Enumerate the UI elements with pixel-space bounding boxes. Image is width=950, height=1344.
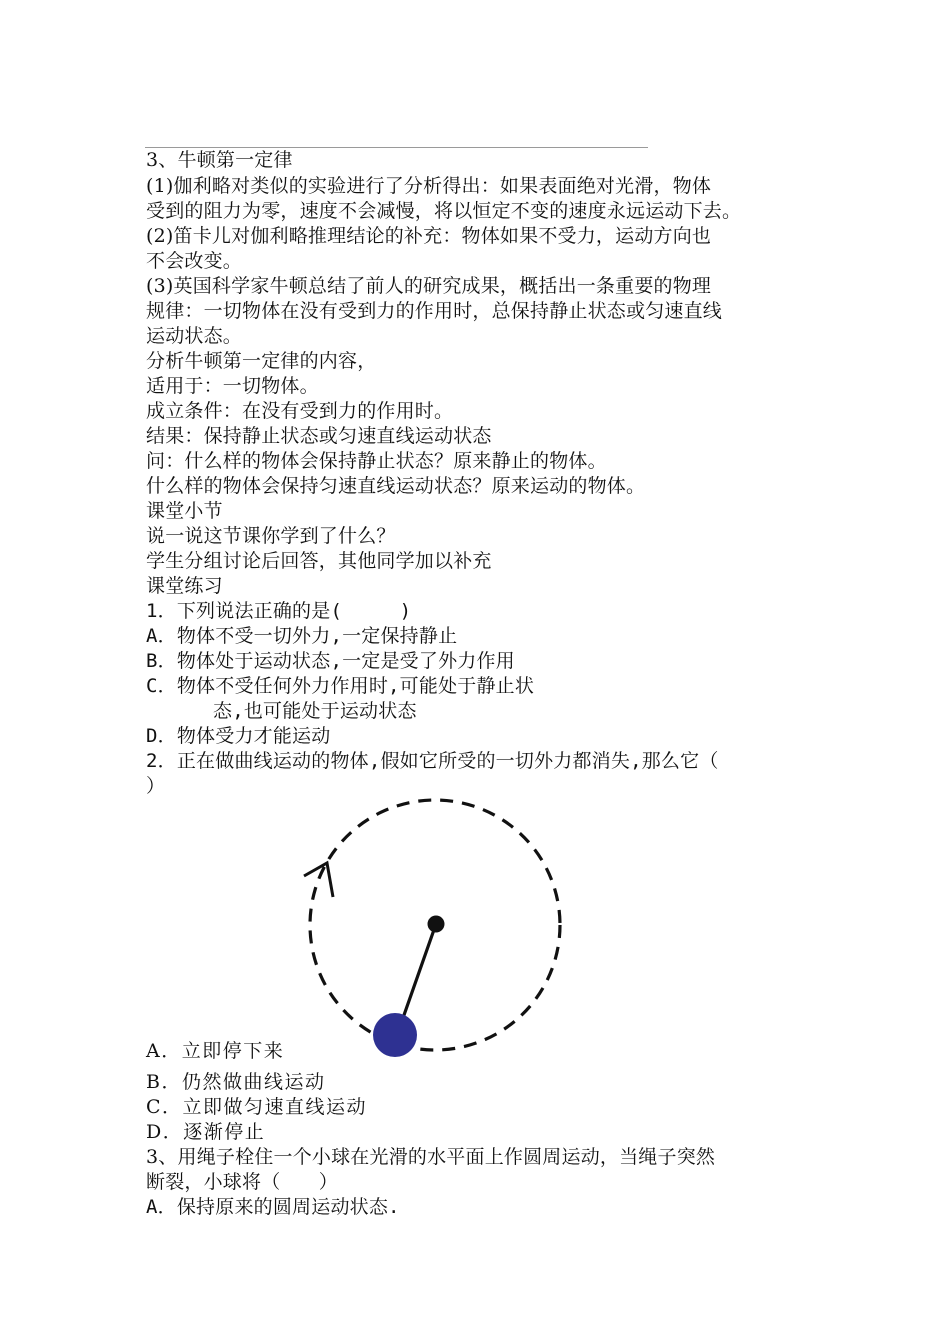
analysis-question-1: 问：什么样的物体会保持静止状态？原来静止的物体。 [146, 450, 607, 472]
question-3-option-a: A．保持原来的圆周运动状态. [146, 1196, 400, 1218]
question-1-option-d: D．物体受力才能运动 [146, 725, 331, 747]
analysis-scope: 适用于：一切物体。 [146, 375, 319, 397]
question-2-stem-line-1: 2．正在做曲线运动的物体,假如它所受的一切外力都消失,那么它（ [146, 750, 719, 772]
paragraph-2-line-2: 不会改变。 [146, 250, 243, 272]
circular-motion-figure [290, 785, 590, 1065]
question-1-option-a: A．物体不受一切外力,一定保持静止 [146, 625, 458, 647]
question-3-stem-line-2: 断裂，小球将（ ） [146, 1171, 339, 1193]
question-2-option-d: D．逐渐停止 [146, 1121, 266, 1143]
paragraph-3-line-2: 规律：一切物体在没有受到力的作用时，总保持静止状态或匀速直线 [146, 300, 723, 322]
question-1-option-c-line-1: C．物体不受任何外力作用时,可能处于静止状 [146, 675, 535, 697]
question-1-stem: 1．下列说法正确的是( ) [146, 600, 412, 622]
center-pivot-dot [428, 916, 445, 933]
analysis-result: 结果：保持静止状态或匀速直线运动状态 [146, 425, 492, 447]
question-2-option-c: C．立即做匀速直线运动 [146, 1096, 368, 1118]
question-1-option-c-line-2: 态,也可能处于运动状态 [213, 700, 417, 722]
analysis-intro: 分析牛顿第一定律的内容， [146, 350, 377, 372]
paragraph-2-line-1: (2)笛卡儿对伽利略推理结论的补充：物体如果不受力，运动方向也 [146, 225, 712, 247]
ball [373, 1013, 417, 1057]
section-heading: 3、牛顿第一定律 [146, 149, 293, 171]
paragraph-1-line-1: (1)伽利略对类似的实验进行了分析得出：如果表面绝对光滑，物体 [146, 175, 712, 197]
summary-answer: 学生分组讨论后回答，其他同学加以补充 [146, 550, 492, 572]
question-2-option-a: A．立即停下来 [146, 1040, 285, 1062]
analysis-condition: 成立条件：在没有受到力的作用时。 [146, 400, 454, 422]
question-2-option-b: B．仍然做曲线运动 [146, 1071, 326, 1093]
paragraph-3-line-3: 运动状态。 [146, 325, 243, 347]
analysis-question-2: 什么样的物体会保持匀速直线运动状态？原来运动的物体。 [146, 475, 646, 497]
direction-arrow-icon [304, 863, 333, 897]
exercises-title: 课堂练习 [146, 575, 223, 597]
paragraph-3-line-1: (3)英国科学家牛顿总结了前人的研究成果，概括出一条重要的物理 [146, 275, 712, 297]
summary-title: 课堂小节 [146, 500, 223, 522]
question-2-stem-line-2: ） [146, 775, 166, 797]
question-1-option-b: B．物体处于运动状态,一定是受了外力作用 [146, 650, 515, 672]
summary-prompt: 说一说这节课你学到了什么？ [146, 525, 396, 547]
paragraph-1-line-2: 受到的阻力为零，速度不会减慢，将以恒定不变的速度永远运动下去。 [146, 200, 742, 222]
question-3-stem-line-1: 3、用绳子栓住一个小球在光滑的水平面上作圆周运动，当绳子突然 [146, 1146, 716, 1168]
